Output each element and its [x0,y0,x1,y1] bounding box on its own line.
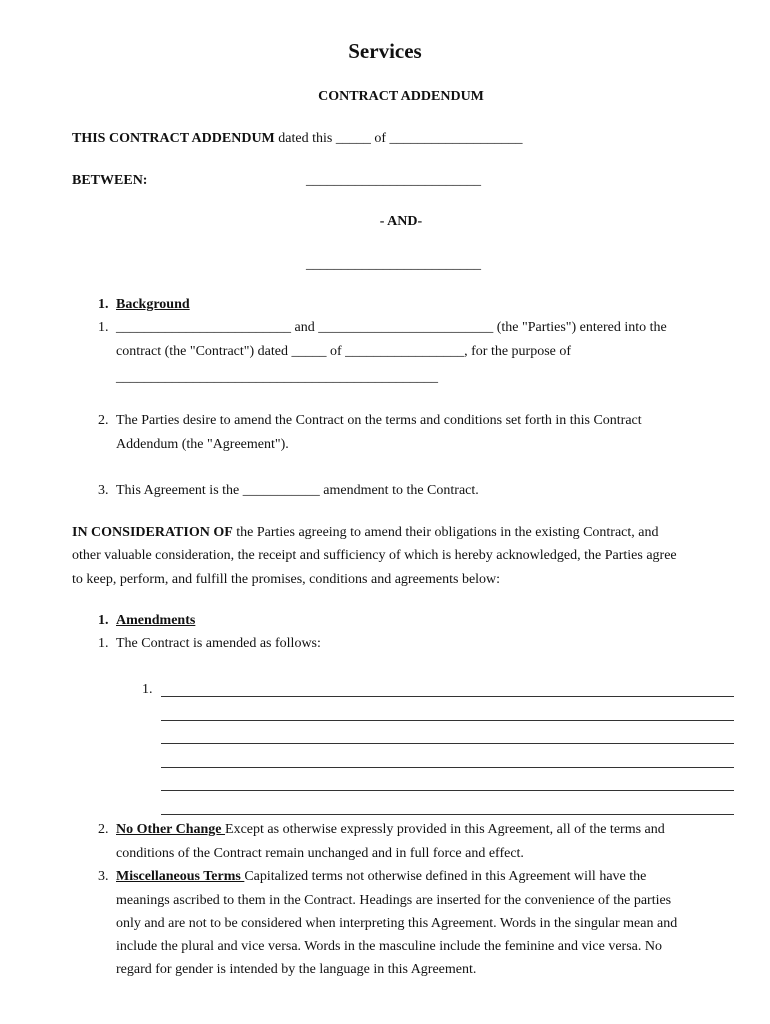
background-item-3-text-1: This Agreement is the ___________ amendment to the Contract. [116,483,479,498]
consideration-bold: IN CONSIDERATION OF [72,525,233,540]
background-item-1-line-1 [98,320,667,336]
amendments-item-3-num: 3. [98,869,109,884]
and-blank: _________________________ [306,257,481,272]
background-item-3-num: 3. [98,483,109,498]
amendments-item-3-line-5: regard for gender is intended by the language in this Agreement. [116,962,477,977]
amendments-heading-text: Amendments [116,613,196,628]
amendments-item-3-line-2: meanings ascribed to them in the Contract. Headings are inserted for the convenience of the parties [116,893,672,908]
background-item-1-line-2: contract (the "Contract") dated _____ of _________________, for the purpose of [116,344,572,359]
background-heading-num: 1. [98,297,109,312]
amendment-line-6 [161,814,734,815]
document-subtitle: CONTRACT ADDENDUM [318,89,484,104]
amendment-line-4 [161,767,734,768]
consideration-line-3: to keep, perform, and fulfill the promises, conditions and agreements below: [72,572,501,587]
consideration-text-1: the Parties agreeing to amend their obligations in the existing Contract, and [232,525,659,540]
background-heading [98,297,190,313]
amendments-item-2-line-1 [98,822,665,838]
between-label: BETWEEN: [72,173,148,188]
background-heading-text: Background [116,297,190,312]
background-item-2-num: 2. [98,413,109,428]
intro-text: dated this _____ of ___________________ [274,131,523,146]
amendments-item-3-text-1: Capitalized terms not otherwise defined in this Agreement will have the [244,869,647,884]
amendments-heading-num: 1. [98,613,109,628]
amendment-line-2 [161,720,734,721]
amendments-item-3-heading: Miscellaneous Terms [116,869,245,884]
amendments-item-3-line-4: include the plural and vice versa. Words in the masculine include the feminine and vice versa. No [116,939,662,954]
amendments-item-2-text-1: Except as otherwise expressly provided in this Agreement, all of the terms and [225,822,665,837]
and-label: - AND- [379,214,423,229]
background-item-1-text-1: _________________________ and _________________________ (the "Parties") entered into the [116,320,667,335]
amendments-item-1 [98,636,321,652]
background-item-1-num: 1. [98,320,109,335]
amendments-item-2-heading: No Other Change [116,822,226,837]
between-blank: _________________________ [306,173,481,188]
document-title: Services [348,39,422,63]
intro-bold: THIS CONTRACT ADDENDUM [72,131,275,146]
amendments-sub-num: 1. [142,682,153,697]
background-item-1-line-3: ______________________________________________ [116,370,438,385]
background-item-2-line-2: Addendum (the "Agreement"). [116,437,289,452]
amendments-item-2-num: 2. [98,822,109,837]
amendments-item-3-line-1 [98,869,646,885]
amendment-line-5 [161,790,734,791]
amendment-line-3 [161,743,734,744]
intro-line [72,131,523,147]
background-item-2-line-1 [98,413,642,429]
amendments-item-2-line-2: conditions of the Contract remain unchanged and in full force and effect. [116,846,524,861]
background-item-2-text-1: The Parties desire to amend the Contract on the terms and conditions set forth in this Contract [116,413,642,428]
consideration-line-2: other valuable consideration, the receipt and sufficiency of which is hereby acknowledged, the Parties agree [72,548,677,563]
amendments-item-1-text: The Contract is amended as follows: [116,636,321,651]
consideration-line-1 [72,525,659,541]
background-item-3-line-1 [98,483,479,499]
amendments-heading [98,613,195,629]
amendment-line-1 [161,696,734,697]
amendments-item-1-num: 1. [98,636,109,651]
amendments-item-3-line-3: only and are not to be considered when interpreting this Agreement. Words in the singular mean and [116,916,678,931]
